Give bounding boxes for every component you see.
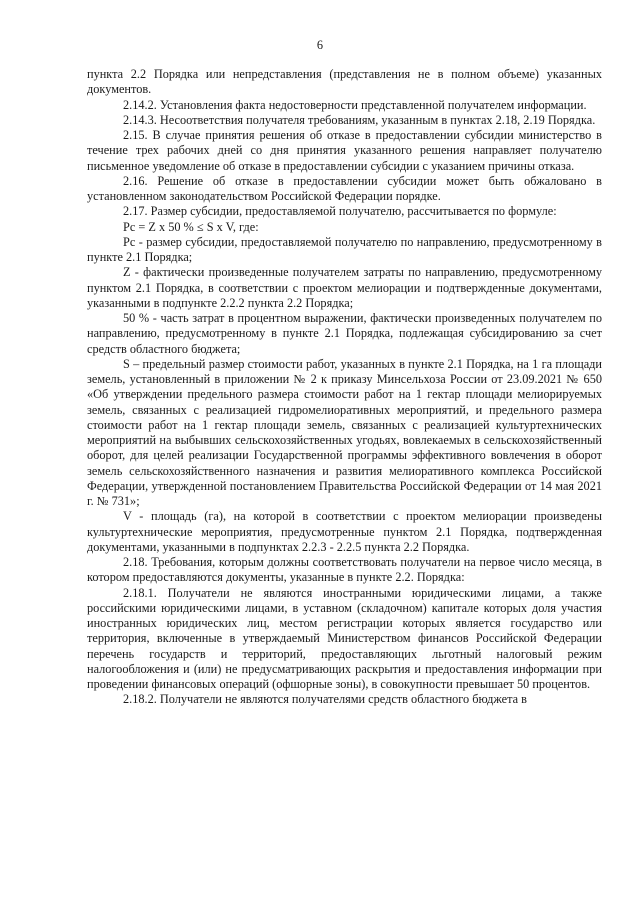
paragraph: 2.15. В случае принятия решения об отказе в предоставлении субсидии министерство в течение трех рабочих дней со дня принятия указанного решения направляет получателю письменное уведомление об отказе в предоставлении субсидии с указанием причины отказа. xyxy=(87,128,602,173)
paragraph: Pс - размер субсидии, предоставляемой получателю по направлению, предусмотренному в пункте 2.1 Порядка; xyxy=(87,234,602,264)
paragraph: Z - фактически произведенные получателем затраты по направлению, предусмотренному пунктом 2.1 Порядка, в соответствии с проектом мелиорации и подтвержденные документами, указанными в подпункте 2.2.2 пункта 2.2 Порядка; xyxy=(87,265,602,310)
paragraph: 2.17. Размер субсидии, предоставляемой получателю, рассчитывается по формуле: xyxy=(123,204,557,219)
paragraph: V - площадь (га), на которой в соответствии с проектом мелиорации произведены культуртехнические мероприятия, предусмотренные пунктом 2.1 Порядка, подтвержденная документами, указанными в подпунктах 2.2.3 - 2.2.5 пункта 2.2 Порядка. xyxy=(87,509,602,554)
paragraph: 2.18.1. Получатели не являются иностранными юридическими лицами, а также российскими юридическими лицами, в уставном (складочном) капитале которых доля участия иностранных юридических лиц, местом регистрации которых является государство или территория, включенные в утверждаемый Министерством финансов Российской Федерации перечень государств и территорий, предоставляющих льготный налоговый режим налогообложения и (или) не предусматривающих раскрытия и предоставления информации при проведении финансовых операций (офшорные зоны), в совокупности превышает 50 процентов. xyxy=(87,585,602,691)
paragraph: 50 % - часть затрат в процентном выражении, фактически произведенных получателем по направлению, предусмотренному в пункте 2.1 Порядка, подлежащая субсидированию за счет средств областного бюджета; xyxy=(87,311,602,356)
document-body xyxy=(87,67,602,708)
paragraph: 2.14.2. Установления факта недостоверности представленной получателем информации. xyxy=(123,97,587,112)
paragraph: 2.14.3. Несоответствия получателя требованиям, указанным в пунктах 2.18, 2.19 Порядка. xyxy=(123,112,596,127)
paragraph: S – предельный размер стоимости работ, указанных в пункте 2.1 Порядка, на 1 га площади земель, установленный в приложении № 2 к приказу Минсельхоза России от 23.09.2021 № 650 «Об утверждении предельного размера стоимости работ на 1 гектар площади мелиорируемых земель, связанных с реализацией гидромелиоративных мероприятий, и предельного размера стоимости работ на 1 гектар площади земель, связанных с реализацией культуртехнических мероприятий на выбывших сельскохозяйственных угодьях, вовлекаемых в сельскохозяйственный оборот, для целей реализации Государственной программы эффективного вовлечения в оборот земель сельскохозяйственного назначения и развития мелиоративного комплекса Российской Федерации, утвержденной постановлением Правительства Российской Федерации от 14 мая 2021 г. № 731»; xyxy=(87,356,602,508)
page-number: 6 xyxy=(316,38,324,52)
paragraph: пункта 2.2 Порядка или непредставления (представления не в полном объеме) указанных документов. xyxy=(87,67,602,97)
paragraph: 2.18.2. Получатели не являются получателями средств областного бюджета в xyxy=(123,692,527,707)
formula: Pс = Z x 50 % ≤ S x V, где: xyxy=(123,219,259,234)
paragraph: 2.16. Решение об отказе в предоставлении субсидии может быть обжаловано в установленном законодательством Российской Федерации порядке. xyxy=(87,173,602,203)
paragraph: 2.18. Требования, которым должны соответствовать получатели на первое число месяца, в котором предоставляются документы, указанные в пункте 2.2. Порядка: xyxy=(87,555,602,585)
